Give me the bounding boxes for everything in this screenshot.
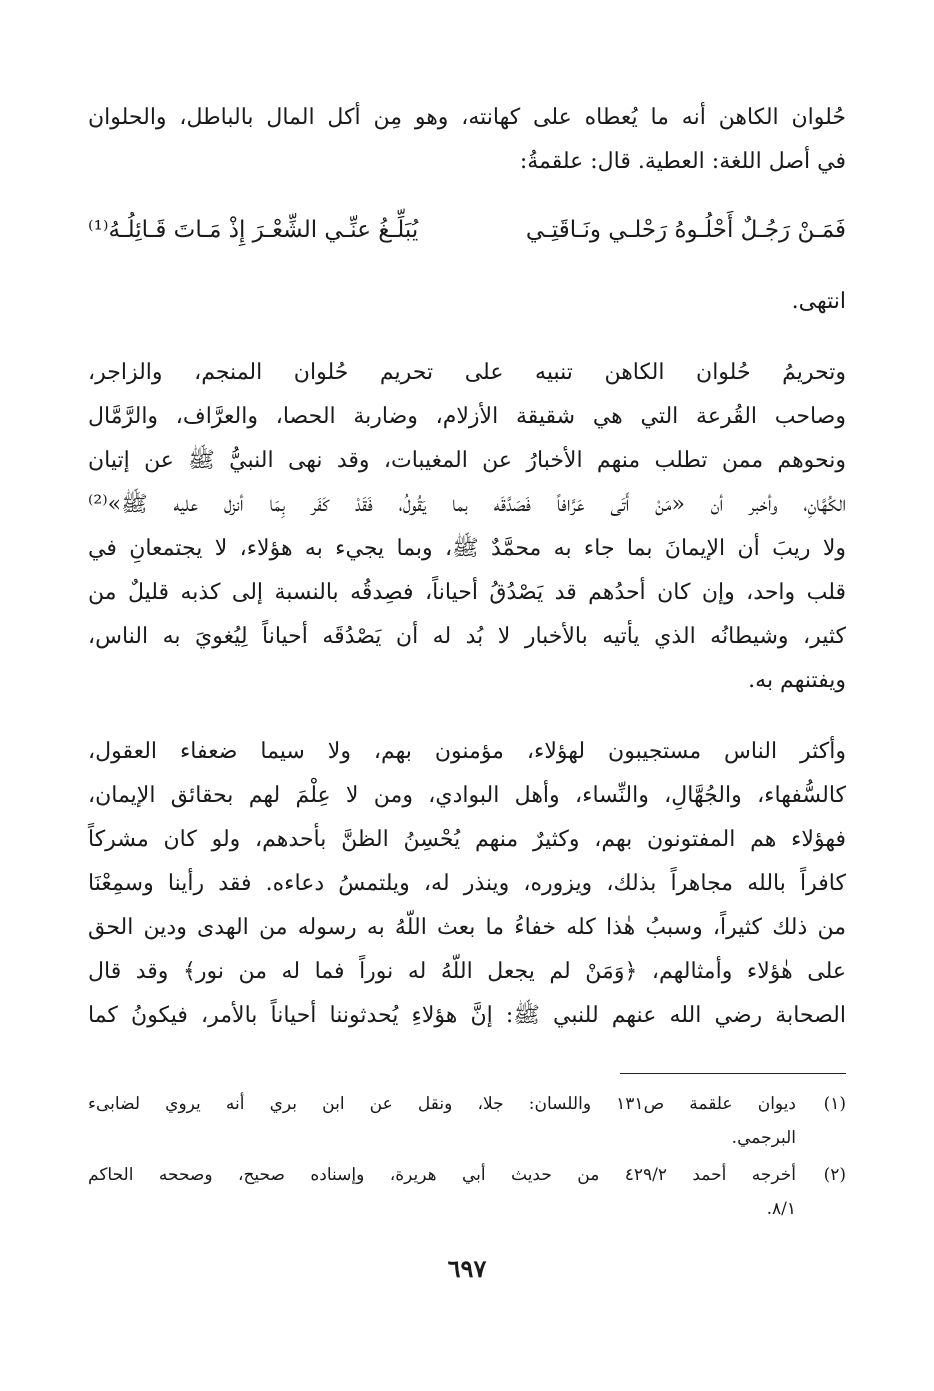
footnote-text: أخرجه أحمد ٤٢٩/٢ من حديث أبي هريرة، وإسناده صحيح، وصححه الحاكم [88,1165,796,1185]
page-number: ٦٩٧ [447,1254,487,1283]
footnote-number: (٢) [823,1165,846,1185]
text-line: قلب واحد، وإن كان أحدُهم قد يَصْدُقُ أحياناً، فصِدقُه بالنسبة إلى كذبه قليلٌ من [88,580,846,605]
footnote-text: البرجمي. [731,1128,796,1148]
verse-first-hemistich: فَمَـنْ رَجُـلٌ أَحْلُـوهُ رَحْلـي ونَـاقَتِـي [525,217,846,243]
text-line: الكُهَّانِ، وأخبر أن «مَنْ أَتَى عَرَّافاً فَصَدَّقَه بما يَقُولُ، فَقَدْ كَفَر بِمَا أنزل عليه ﷺ»⁽²⁾ [88,492,846,517]
text-line: حُلوان الكاهن أنه ما يُعطاه على كهانته، وهو مِن أكل المال بالباطل، والحلوان [88,105,846,130]
text-line: ولا ريبَ أن الإيمانَ بما جاء به محمَّدٌ ﷺ، وبما يجيء به هؤلاء، لا يجتمعانِ في [88,536,846,561]
text-line: فهؤلاء هم المفتونون بهم، وكثيرٌ منهم يُحْسِنُ الظنَّ بأحدهم، ولو كان مشركاً [88,827,846,852]
footnote-number: (١) [823,1094,846,1114]
verse-second-hemistich: يُبَلِّـغُ عنِّـي الشِّعْـرَ إِذْ مَـاتَ قَـائِلُـهُ⁽¹⁾ [88,217,419,243]
text-line: وأكثر الناس مستجيبون لهؤلاء، مؤمنون بهم، ولا سيما ضعفاء العقول، [88,739,846,764]
text-line: من ذلك كثيراً، وسببُ هٰذا كله خفاءُ ما بعث اللّهُ به رسوله من الهدى ودين الحق [88,915,846,940]
text-line: وصاحب القُرعة التي هي شقيقة الأزلام، وضاربة الحصا، والعرَّاف، والرَّمَّال [88,404,846,429]
text-line: ويفتنهم به. [748,668,846,693]
footnote-separator [620,1073,846,1074]
text-line: كالسُّفهاء، والجُهَّالِ، والنِّساء، وأهل البوادي، ومن لا عِلْمَ لهم بحقائق الإيمان، [88,783,846,808]
text-line: كثير، وشيطانُه الذي يأتيه بالأخبار لا بُد له أن يَصْدُقَه أحياناً لِيُغويَ به الناس، [88,624,846,649]
text-line: في أصل اللغة: العطية. قال: علقمةُ: [519,149,846,174]
text-line: الصحابة رضي الله عنهم للنبي ﷺ: إنَّ هؤلاءِ يُحدثوننا أحياناً بالأمر، فيكونُ كما [88,1003,846,1028]
poetry-verse [88,210,846,250]
intaha-text: انتهى. [791,289,846,314]
text-line-with-quran-verse: على هٰؤلاء وأمثالهم، ﴿وَمَنْ لم يجعل اللّهُ له نوراً فما له من نور﴾ وقد قال [88,959,846,984]
text-line: كافراً بالله مجاهراً بذلك، ويزوره، وينذر له، ويلتمسُ دعاءه. فقد رأينا وسمِعْنَا [88,871,846,896]
footnote-text: ٨/١. [766,1199,796,1219]
text-line: وتحريمُ حُلوان الكاهن تنبيه على تحريم حُلوان المنجم، والزاجر، [88,360,846,385]
footnote-text: ديوان علقمة ص١٣١ واللسان: جلا، ونقل عن ابن بري أنه يروي لضابىء [88,1094,797,1114]
text-line: ونحوهم ممن تطلب منهم الأخبارُ عن المغيبات، وقد نهى النبيُّ ﷺ عن إتيان [88,448,846,473]
